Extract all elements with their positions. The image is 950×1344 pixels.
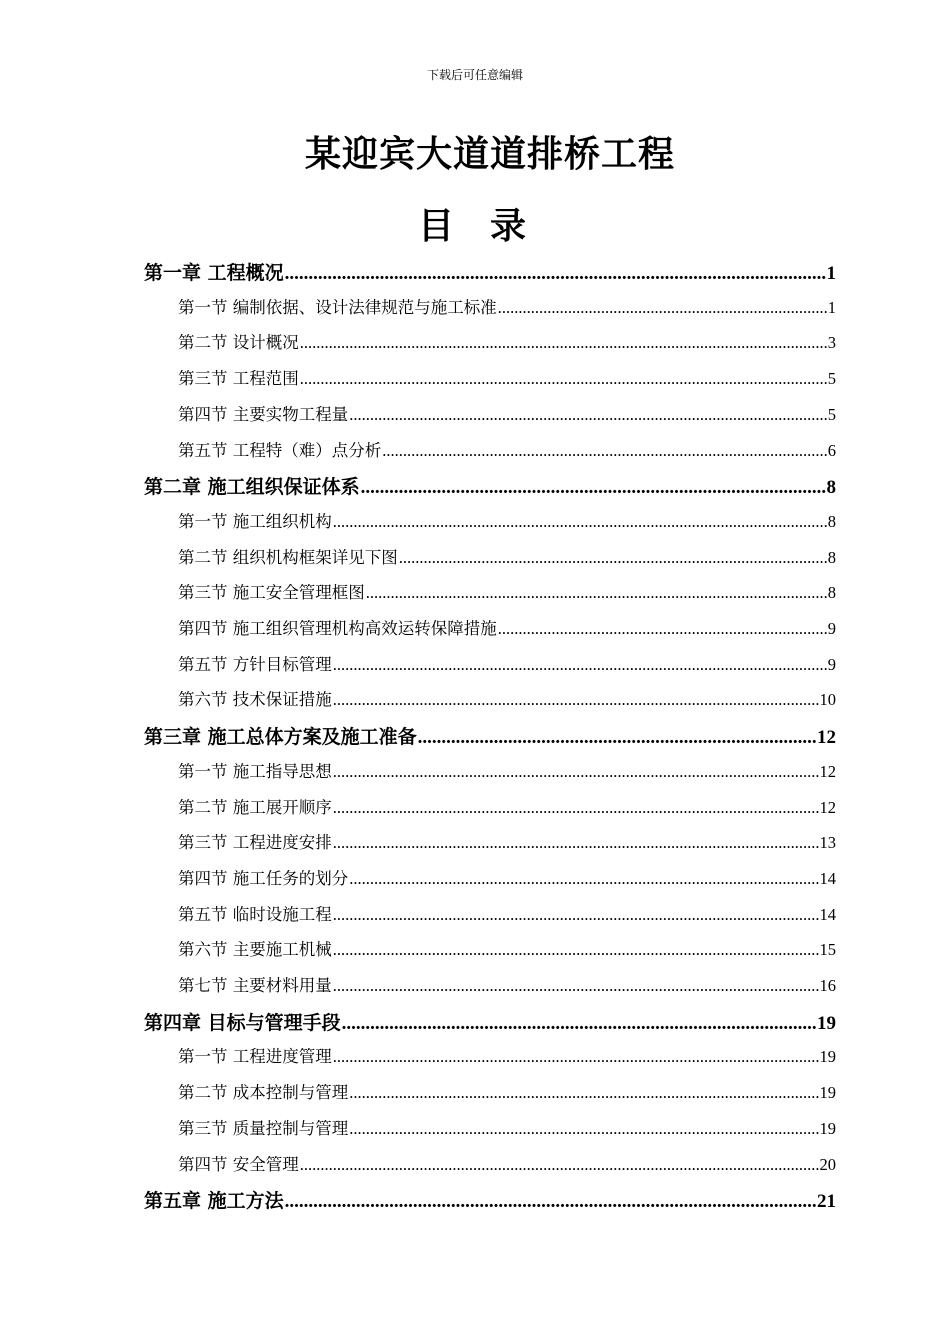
toc-entry-label: 第一节 工程进度管理 <box>178 1047 332 1067</box>
toc-dot-leader <box>399 548 827 568</box>
toc-section-entry[interactable] <box>178 651 836 675</box>
toc-section-entry[interactable] <box>178 329 836 353</box>
toc-page-number: 19 <box>819 1083 836 1103</box>
toc-entry-label: 第五章 施工方法 <box>144 1190 284 1213</box>
toc-section-entry[interactable] <box>178 972 836 996</box>
toc-chapter-entry[interactable] <box>144 722 836 749</box>
toc-dot-leader <box>300 1155 819 1175</box>
toc-dot-leader <box>349 1083 818 1103</box>
toc-dot-leader <box>333 690 819 710</box>
toc-page-number: 12 <box>819 797 836 817</box>
toc-page-number: 8 <box>827 583 836 603</box>
toc-section-entry[interactable] <box>178 794 836 818</box>
toc-dot-leader <box>342 1013 816 1035</box>
toc-page-number: 19 <box>819 1118 836 1138</box>
toc-entry-label: 第三章 施工总体方案及施工准备 <box>144 726 417 749</box>
toc-section-entry[interactable] <box>178 865 836 889</box>
toc-page-number: 8 <box>827 547 836 567</box>
toc-section-entry[interactable] <box>178 437 836 461</box>
toc-entry-label: 第四节 施工任务的划分 <box>178 868 349 888</box>
toc-entry-label: 第六节 主要施工机械 <box>178 940 332 960</box>
toc-section-entry[interactable] <box>178 686 836 710</box>
toc-entry-label: 第三节 工程进度安排 <box>178 833 332 853</box>
toc-dot-leader <box>300 369 827 389</box>
toc-page-number: 12 <box>817 727 836 749</box>
toc-dot-leader <box>349 869 818 889</box>
toc-entry-label: 第一节 施工指导思想 <box>178 761 332 781</box>
toc-page-number: 8 <box>826 477 836 499</box>
toc-dot-leader <box>300 333 827 353</box>
toc-dot-leader <box>333 1047 819 1067</box>
toc-entry-label: 第五节 临时设施工程 <box>178 904 332 924</box>
toc-dot-leader <box>498 619 827 639</box>
toc-page-number: 16 <box>819 976 836 995</box>
toc-page-number: 9 <box>827 619 836 638</box>
toc-page-number: 1 <box>827 297 836 317</box>
toc-dot-leader <box>333 905 819 925</box>
toc-chapter-entry[interactable] <box>144 1008 836 1035</box>
toc-page-number: 20 <box>819 1154 836 1174</box>
toc-entry-label: 第二节 设计概况 <box>178 333 299 353</box>
toc-entry-label: 第五节 工程特（难）点分析 <box>178 440 382 460</box>
toc-section-entry[interactable] <box>178 901 836 925</box>
toc-entry-label: 第六节 技术保证措施 <box>178 690 332 710</box>
toc-page-number: 5 <box>827 369 836 389</box>
toc-section-entry[interactable] <box>178 829 836 853</box>
header-note: 下载后可任意编辑 <box>426 68 523 82</box>
toc-entry-label: 第四节 主要实物工程量 <box>178 404 349 424</box>
toc-section-entry[interactable] <box>178 579 836 603</box>
toc-dot-leader <box>382 441 827 461</box>
toc-page-number: 5 <box>827 404 836 424</box>
toc-entry-label: 第四章 目标与管理手段 <box>144 1011 341 1034</box>
toc-section-entry[interactable] <box>178 1115 836 1139</box>
toc-section-entry[interactable] <box>178 401 836 425</box>
toc-section-entry[interactable] <box>178 365 836 389</box>
toc-entry-label: 第二章 施工组织保证体系 <box>144 476 360 499</box>
toc-entry-label: 第七节 主要材料用量 <box>178 976 332 995</box>
toc-dot-leader <box>349 405 827 425</box>
toc-page-number: 9 <box>827 654 836 674</box>
toc-entry-label: 第四节 安全管理 <box>178 1154 299 1174</box>
toc-chapter-entry[interactable] <box>144 1186 836 1213</box>
toc-page-number: 6 <box>827 440 836 460</box>
toc-dot-leader <box>333 976 819 996</box>
toc-dot-leader <box>285 263 826 285</box>
toc-dot-leader <box>333 762 819 782</box>
toc-dot-leader <box>333 798 819 818</box>
toc-page-number: 19 <box>819 1047 836 1067</box>
toc-section-entry[interactable] <box>178 615 836 639</box>
toc-dot-leader <box>333 512 827 532</box>
toc-dot-leader <box>361 477 826 499</box>
toc-section-entry[interactable] <box>178 758 836 782</box>
toc-page-number: 19 <box>817 1012 836 1034</box>
toc-page-number: 15 <box>819 940 836 960</box>
toc-entry-label: 第四节 施工组织管理机构高效运转保障措施 <box>178 619 497 638</box>
toc-dot-leader <box>333 655 827 675</box>
toc-entry-label: 第二节 组织机构框架详见下图 <box>178 547 398 567</box>
toc-dot-leader <box>366 583 827 603</box>
toc-entry-label: 第五节 方针目标管理 <box>178 654 332 674</box>
toc-page-number: 21 <box>817 1191 836 1213</box>
toc-heading: 目录 <box>417 206 562 247</box>
toc-section-entry[interactable] <box>178 508 836 532</box>
toc-section-entry[interactable] <box>178 544 836 568</box>
toc-entry-label: 第一章 工程概况 <box>144 262 284 284</box>
toc-page-number: 12 <box>819 761 836 781</box>
toc-dot-leader <box>418 727 816 749</box>
toc-entry-label: 第一节 编制依据、设计法律规范与施工标准 <box>178 297 497 317</box>
toc-page-number: 14 <box>819 904 836 924</box>
document-title: 某迎宾大道道排桥工程 <box>304 134 675 175</box>
toc-page-number: 1 <box>826 263 836 284</box>
toc-chapter-entry[interactable] <box>144 258 836 285</box>
toc-section-entry[interactable] <box>178 1043 836 1067</box>
toc-page-number: 10 <box>819 690 836 710</box>
toc-entry-label: 第三节 工程范围 <box>178 369 299 389</box>
toc-chapter-entry[interactable] <box>144 472 836 499</box>
toc-section-entry[interactable] <box>178 936 836 960</box>
toc-entry-label: 第三节 质量控制与管理 <box>178 1118 349 1138</box>
toc-page-number: 14 <box>819 868 836 888</box>
toc-page-number: 3 <box>827 333 836 353</box>
toc-dot-leader <box>333 940 819 960</box>
toc-entry-label: 第三节 施工安全管理框图 <box>178 583 365 603</box>
toc-dot-leader <box>333 833 819 853</box>
toc-entry-label: 第一节 施工组织机构 <box>178 511 332 531</box>
toc-page-number: 8 <box>827 511 836 531</box>
toc-entry-label: 第二节 成本控制与管理 <box>178 1083 349 1103</box>
toc-dot-leader <box>285 1191 816 1213</box>
toc-section-entry[interactable] <box>178 1151 836 1175</box>
toc-page-number: 13 <box>819 833 836 853</box>
toc-dot-leader <box>498 298 827 318</box>
toc-section-entry[interactable] <box>178 294 836 318</box>
toc-dot-leader <box>349 1119 818 1139</box>
toc-entry-label: 第二节 施工展开顺序 <box>178 797 332 817</box>
toc-section-entry[interactable] <box>178 1079 836 1103</box>
